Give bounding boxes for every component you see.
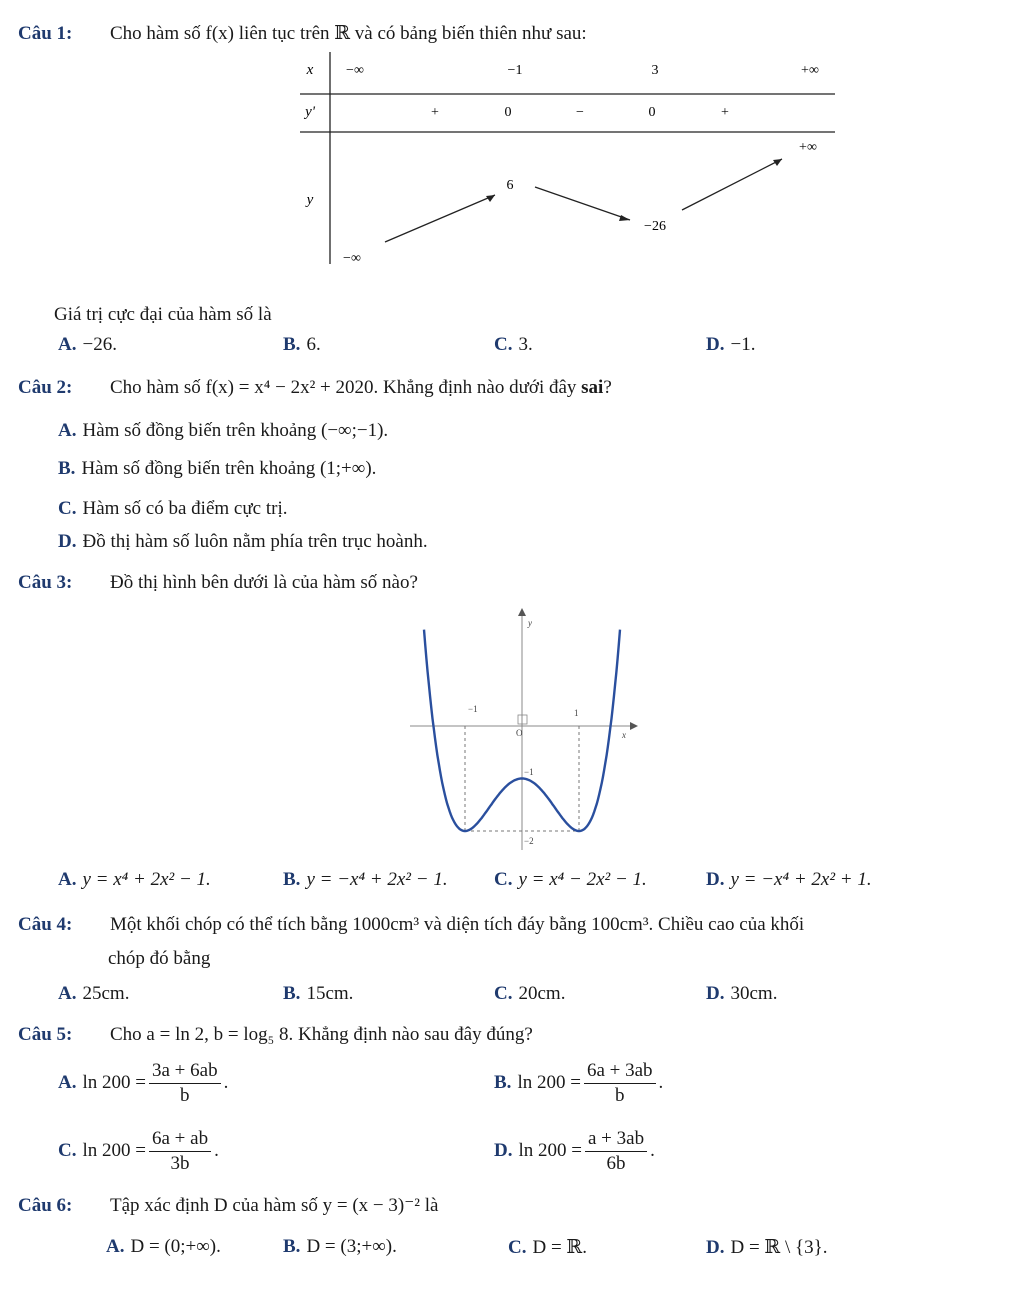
fraction bbox=[584, 1060, 656, 1107]
question-6-label: Câu 6: bbox=[18, 1195, 73, 1216]
option-text: −26. bbox=[82, 334, 117, 355]
table-x-value: +∞ bbox=[801, 63, 819, 78]
option-text: Đồ thị hàm số luôn nằm phía trên trục hoành. bbox=[82, 531, 428, 552]
question-1-text: Cho hàm số f(x) liên tục trên ℝ và có bảng biến thiên như sau: bbox=[110, 23, 587, 44]
question-5-label: Câu 5: bbox=[18, 1024, 73, 1045]
option-text: y = x⁴ + 2x² − 1. bbox=[82, 869, 211, 890]
option-text: 20cm. bbox=[518, 983, 566, 1004]
fraction-denominator: 3b bbox=[170, 1153, 190, 1174]
function-graph bbox=[408, 600, 648, 855]
fraction-denominator: b bbox=[180, 1085, 190, 1106]
q6-option-c[interactable] bbox=[508, 1236, 587, 1259]
question-2-bold-word: sai bbox=[581, 377, 604, 398]
option-text: Hàm số có ba điểm cực trị. bbox=[82, 498, 288, 519]
table-sign: + bbox=[721, 105, 729, 120]
q3-option-a[interactable] bbox=[58, 869, 211, 891]
q6-option-a[interactable] bbox=[106, 1236, 221, 1258]
table-y-label: y bbox=[306, 192, 314, 208]
table-sign: 0 bbox=[648, 105, 656, 120]
option-letter: B. bbox=[283, 869, 301, 890]
option-letter: D. bbox=[58, 531, 77, 552]
q3-option-b[interactable] bbox=[283, 869, 448, 891]
question-3-label: Câu 3: bbox=[18, 572, 73, 593]
option-text: y = −x⁴ + 2x² + 1. bbox=[730, 869, 872, 890]
table-arrow-down bbox=[535, 187, 630, 220]
option-letter: B. bbox=[58, 458, 76, 479]
graph-y-tick: −1 bbox=[524, 767, 534, 777]
option-text: 6. bbox=[306, 334, 321, 355]
option-lhs: ln 200 = bbox=[518, 1139, 582, 1161]
option-letter: A. bbox=[58, 1071, 77, 1093]
table-arrow-head bbox=[619, 215, 630, 221]
question-2 bbox=[18, 377, 612, 399]
option-letter: A. bbox=[58, 869, 77, 890]
q4-option-b[interactable] bbox=[283, 983, 353, 1005]
question-3-text: Đồ thị hình bên dưới là của hàm số nào? bbox=[110, 572, 418, 593]
q1-option-b[interactable] bbox=[283, 334, 321, 356]
q5-option-c[interactable]: C. ln 200 = $\frac{6a + ab}{3b}$ . bbox=[58, 1128, 219, 1174]
option-text: D = ℝ. bbox=[532, 1237, 587, 1258]
question-4-label: Câu 4: bbox=[18, 914, 73, 935]
table-y-value: −26 bbox=[644, 219, 666, 234]
option-letter: D. bbox=[706, 983, 725, 1004]
question-6 bbox=[18, 1194, 438, 1217]
q1-option-c[interactable] bbox=[494, 334, 533, 356]
fraction-denominator: 6b bbox=[606, 1153, 626, 1174]
question-5-text: Cho a = ln 2, b = log₅ 8. Khẳng định nào sau đây đúng? bbox=[110, 1024, 533, 1045]
option-letter: D. bbox=[706, 334, 725, 355]
option-text: 30cm. bbox=[730, 983, 778, 1004]
variation-table bbox=[290, 52, 850, 274]
q2-option-b[interactable] bbox=[58, 458, 376, 480]
option-text: y = −x⁴ + 2x² − 1. bbox=[306, 869, 448, 890]
table-sign: − bbox=[576, 105, 584, 120]
option-letter: B. bbox=[494, 1071, 512, 1093]
table-sign: + bbox=[431, 105, 439, 120]
option-lhs: ln 200 = bbox=[82, 1139, 146, 1161]
table-arrow-up bbox=[385, 195, 495, 242]
fraction-numerator: 6a + ab bbox=[149, 1128, 211, 1152]
option-text: D = ℝ \ {3}. bbox=[730, 1237, 828, 1258]
option-letter: D. bbox=[494, 1139, 513, 1161]
table-x-value: 3 bbox=[651, 63, 659, 78]
option-text: D = (0;+∞). bbox=[130, 1236, 221, 1257]
question-2-text-end: ? bbox=[603, 377, 612, 398]
question-3 bbox=[18, 572, 418, 594]
question-2-label: Câu 2: bbox=[18, 377, 73, 398]
fraction-numerator: a + 3ab bbox=[585, 1128, 647, 1152]
question-4-text: Một khối chóp có thể tích bằng 1000cm³ và diện tích đáy bằng 100cm³. Chiều cao của khối bbox=[110, 914, 805, 935]
q4-option-c[interactable] bbox=[494, 983, 565, 1005]
q3-option-c[interactable] bbox=[494, 869, 647, 891]
option-letter: B. bbox=[283, 334, 301, 355]
option-text: D = (3;+∞). bbox=[306, 1236, 397, 1257]
q1-option-d[interactable] bbox=[706, 334, 755, 356]
question-1-prompt: Giá trị cực đại của hàm số là bbox=[54, 304, 272, 325]
q1-option-a[interactable] bbox=[58, 334, 117, 356]
question-4-text-line2: chóp đó bằng bbox=[108, 948, 211, 969]
q6-option-d[interactable] bbox=[706, 1236, 827, 1259]
option-lhs: ln 200 = bbox=[517, 1071, 581, 1093]
option-letter: C. bbox=[58, 498, 77, 519]
option-letter: B. bbox=[283, 1236, 301, 1257]
graph-x-tick: −1 bbox=[468, 704, 478, 714]
graph-x-label: x bbox=[622, 730, 626, 740]
question-1-label: Câu 1: bbox=[18, 23, 73, 44]
table-arrow-up bbox=[682, 159, 782, 210]
q5-option-d[interactable]: D. ln 200 = $\frac{a + 3ab}{6b}$ . bbox=[494, 1128, 655, 1174]
q2-option-a[interactable] bbox=[58, 420, 388, 442]
table-y-value: −∞ bbox=[343, 251, 361, 266]
question-5 bbox=[18, 1024, 533, 1046]
fraction-numerator: 3a + 6ab bbox=[149, 1060, 221, 1084]
table-x-label: x bbox=[306, 62, 314, 78]
question-4 bbox=[18, 914, 804, 936]
q4-option-a[interactable] bbox=[58, 983, 129, 1005]
option-letter: B. bbox=[283, 983, 301, 1004]
option-letter: C. bbox=[58, 1139, 77, 1161]
option-lhs: ln 200 = bbox=[82, 1071, 146, 1093]
q5-option-a[interactable]: A. ln 200 = $\frac{3a + 6ab}{b}$ . bbox=[58, 1060, 229, 1106]
option-text: −1. bbox=[730, 334, 756, 355]
fraction-numerator: 6a + 3ab bbox=[584, 1060, 656, 1084]
fraction bbox=[149, 1128, 211, 1175]
q5-option-b[interactable]: B. ln 200 = $\frac{6a + 3ab}{b}$ . bbox=[494, 1060, 664, 1106]
option-letter: A. bbox=[58, 334, 77, 355]
q3-option-d[interactable] bbox=[706, 869, 872, 891]
table-x-value: −∞ bbox=[346, 63, 364, 78]
option-text: 25cm. bbox=[82, 983, 130, 1004]
question-2-text: Cho hàm số f(x) = x⁴ − 2x² + 2020. Khẳng định nào dưới đây bbox=[110, 377, 577, 398]
table-yprime-label: y' bbox=[305, 104, 315, 120]
table-x-value: −1 bbox=[507, 63, 523, 78]
q2-option-d[interactable] bbox=[58, 531, 428, 553]
option-text: 15cm. bbox=[306, 983, 354, 1004]
option-letter: D. bbox=[706, 869, 725, 890]
q6-option-b[interactable] bbox=[283, 1236, 397, 1258]
option-text: Hàm số đồng biến trên khoảng (1;+∞). bbox=[81, 458, 377, 479]
graph-x-tick: 1 bbox=[574, 708, 579, 718]
fraction-denominator: b bbox=[614, 1085, 625, 1106]
option-letter: C. bbox=[494, 983, 513, 1004]
graph-origin-label: O bbox=[516, 728, 523, 738]
option-text: 3. bbox=[518, 334, 533, 355]
table-y-value: +∞ bbox=[799, 140, 817, 155]
option-letter: C. bbox=[494, 334, 513, 355]
q2-option-c[interactable] bbox=[58, 498, 287, 520]
question-6-text: Tập xác định D của hàm số y = (x − 3)⁻² là bbox=[110, 1195, 439, 1216]
q4-option-d[interactable] bbox=[706, 983, 777, 1005]
option-letter: A. bbox=[58, 983, 77, 1004]
table-y-value: 6 bbox=[506, 178, 514, 193]
fraction bbox=[149, 1060, 221, 1107]
option-text: y = x⁴ − 2x² − 1. bbox=[518, 869, 647, 890]
graph-y-tick: −2 bbox=[524, 836, 534, 846]
option-letter: C. bbox=[508, 1237, 527, 1258]
option-letter: A. bbox=[106, 1236, 125, 1257]
fraction bbox=[585, 1128, 647, 1175]
option-text: Hàm số đồng biến trên khoảng (−∞;−1). bbox=[82, 420, 389, 441]
graph-y-label: y bbox=[528, 618, 532, 628]
table-sign: 0 bbox=[504, 105, 512, 120]
option-letter: A. bbox=[58, 420, 77, 441]
option-letter: C. bbox=[494, 869, 513, 890]
question-1 bbox=[18, 22, 587, 45]
option-letter: D. bbox=[706, 1237, 725, 1258]
